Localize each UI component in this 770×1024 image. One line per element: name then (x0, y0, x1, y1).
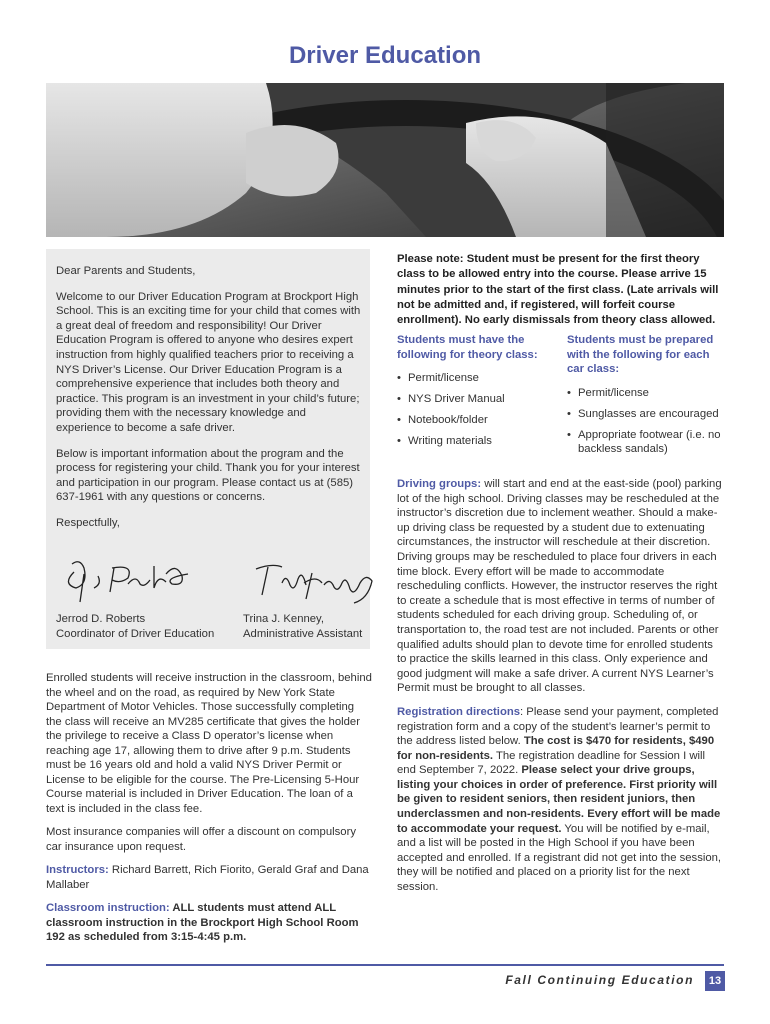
classroom-label: Classroom instruction: (46, 902, 170, 914)
page-number: 13 (705, 971, 725, 991)
registration-label: Registration directions (397, 705, 521, 718)
theory-heading: Students must have the following for theory class: (397, 334, 538, 361)
insurance-paragraph: Most insurance companies will offer a discount on compulsory car insurance upon request. (46, 826, 356, 853)
list-item: • NYS Driver Manual (397, 392, 557, 407)
letter-paragraph: Welcome to our Driver Education Program at Brockport High School. This is an exciting time for your child that comes with a great deal of freedom and responsibility! Our Driver Education Program is offered to anyone who desires expert instruction from highly qualified teachers prior to receiving a NYS Driver’s License. Our Driver Education Program is a comprehensive experience that includes both theory and practice. This program is an investment in your child’s future; providing them with the necessary knowledge and experience to become a safe driver. (56, 290, 361, 434)
list-item: • Appropriate footwear (i.e. no backless sandals) (567, 428, 727, 457)
theory-requirements (397, 333, 557, 455)
left-column (46, 671, 372, 954)
signer-title: Coordinator of Driver Education (56, 628, 215, 640)
registration-priority: Please select your drive groups, listing your choices in order of preference. First priority will be given to resident seniors, then resident juniors, then underclassmen and non-residents. Every effort will be made to accommodate your request. (397, 764, 721, 835)
signature-kenney (242, 559, 382, 605)
welcome-letter-box (46, 249, 370, 649)
right-column (397, 477, 725, 904)
car-heading: Students must be prepared with the following for each car class: (567, 334, 714, 375)
footer-divider (46, 964, 724, 966)
instructors-paragraph (46, 863, 372, 892)
registration-cost: The cost is $470 for residents, $490 for non-residents. (397, 735, 715, 762)
registration-text: : Please send your payment, completed registration form and a copy of the student’s learner’s permit to the address listed below. (397, 705, 719, 748)
signature-roberts (54, 554, 204, 604)
list-item: • Notebook/folder (397, 413, 557, 428)
classroom-text: ALL students must attend ALL classroom instruction in the Brockport High School Room 192 as scheduled from 3:15-4:45 p.m. (46, 902, 359, 943)
list-item: • Writing materials (397, 434, 557, 449)
letter-paragraph: Below is important information about the program and the process for registering your child. Thank you for your interest and participation in our program. Please contact us at (585) 637-1961 with any questions or concerns. (56, 447, 360, 504)
list-item: • Permit/license (567, 386, 727, 401)
attendance-note: Please note: Student must be present for the first theory class to be allowed entry into the course. Please arrive 15 minutes prior to the start of the first class. (Late arrivals will not be admitted and, if registered, will forfeit course enrollment). No early dismissals from theory class allowed. (397, 253, 719, 327)
instructors-text: Richard Barrett, Rich Fiorito, Gerald Graf and Dana Mallaber (46, 864, 369, 891)
instructors-label: Instructors: (46, 864, 109, 876)
car-requirements (567, 333, 727, 463)
driving-groups-text: will start and end at the east-side (pool) parking lot of the high school. Driving classes may be rescheduled at the instructor’s discretion due to inclement weather. Should a make-up driving class be requested by a student due to extenuating circumstances, the instructor will reschedule at their discretion. Driving groups may be rescheduled to place four drivers in each time block. Every effort will be made to accommodate rescheduling conflicts. However, the instructor reserves the right to create a schedule that is most effective in terms of number of students scheduled for each driving group. Scheduling of, or transportation to, the road test are not included. Parents or other qualified adults should plan to devote time for enrolled students to practice the skills learned in this class. Only experience and good judgment will make a safe driver. A current NYS Learner’s Permit must be brought to all classes. (397, 478, 722, 695)
list-item: • Permit/license (397, 371, 557, 386)
letter-greeting: Dear Parents and Students, (56, 265, 196, 277)
letter-closing: Respectfully, (56, 516, 120, 529)
steering-wheel-photo (46, 83, 724, 237)
registration-text: The registration deadline for Session I will end September 7, 2022. (397, 749, 706, 777)
page-title: Driver Education (288, 42, 482, 69)
signer-title: Administrative Assistant (243, 628, 363, 640)
driving-groups-label: Driving groups: (397, 478, 482, 490)
registration-paragraph (397, 705, 725, 895)
classroom-paragraph (46, 901, 372, 945)
signer-name: Jerrod D. Roberts (56, 613, 146, 625)
enrollment-paragraph: Enrolled students will receive instruction in the classroom, behind the wheel and on the road, as required by New York State Department of Motor Vehicles. Those successfully completing the class will receive an MV285 certificate that gives the holder the privilege to receive a Class D operator’s license when reaching age 17, allowing them to drive after 9 p.m. Students must be 16 years old and hold a valid NYS Driver Permit or License to be eligible for the course. The Pre-Licensing 5-Hour Course material is included in Driver Education. The loan of a text is included in the class fee. (46, 672, 372, 815)
signer-name: Trina J. Kenney, (243, 613, 324, 625)
registration-text: You will be notified by e-mail, and a list will be posted in the High School if you have been accepted and enrolled. If a registrant did not get into the session, they will be notified and placed on a priority list for the next session. (397, 822, 722, 894)
driving-groups-paragraph (397, 477, 725, 696)
list-item: • Sunglasses are encouraged (567, 407, 727, 422)
footer-label: Fall Continuing Education (505, 973, 694, 987)
